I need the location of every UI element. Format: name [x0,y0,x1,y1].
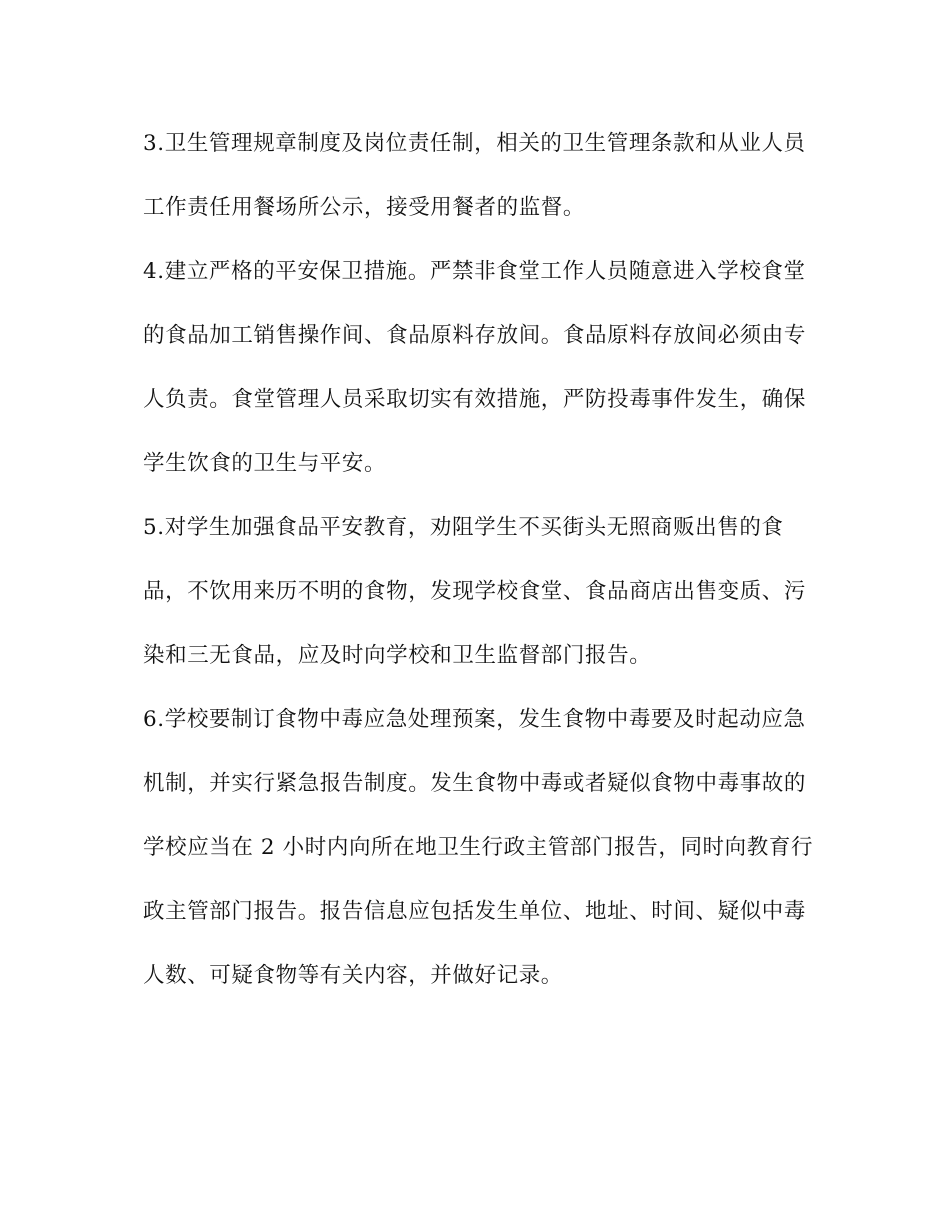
text-line: 学校应当在 2 小时内向所在地卫生行政主管部门报告，同时向教育行 [143,835,814,860]
text-line: 品，不饮用来历不明的食物，发现学校食堂、食品商店出售变质、污 [143,579,807,604]
text-line: 3.卫生管理规章制度及岗位责任制，相关的卫生管理条款和从业人员 [143,131,806,156]
text-line: 工作责任用餐场所公示，接受用餐者的监督。 [143,195,586,220]
text-line: 机制，并实行紧急报告制度。发生食物中毒或者疑似食物中毒事故的 [143,771,807,796]
text-line: 人负责。食堂管理人员采取切实有效措施，严防投毒事件发生，确保 [143,387,807,412]
text-line: 人数、可疑食物等有关内容，并做好记录。 [143,963,563,988]
document-body [143,122,814,1018]
text-line: 学生饮食的卫生与平安。 [143,451,387,476]
text-line: 染和三无食品，应及时向学校和卫生监督部门报告。 [143,643,652,668]
text-line: 政主管部门报告。报告信息应包括发生单位、地址、时间、疑似中毒 [143,899,807,924]
text-line: 6.学校要制订食物中毒应急处理预案，发生食物中毒要及时起动应急 [143,707,806,732]
text-line: 4.建立严格的平安保卫措施。严禁非食堂工作人员随意进入学校食堂 [143,259,806,284]
text-line: 的食品加工销售操作间、食品原料存放间。食品原料存放间必须由专 [143,323,807,348]
text-line: 5.对学生加强食品平安教育，劝阻学生不买街头无照商贩出售的食 [143,515,784,540]
